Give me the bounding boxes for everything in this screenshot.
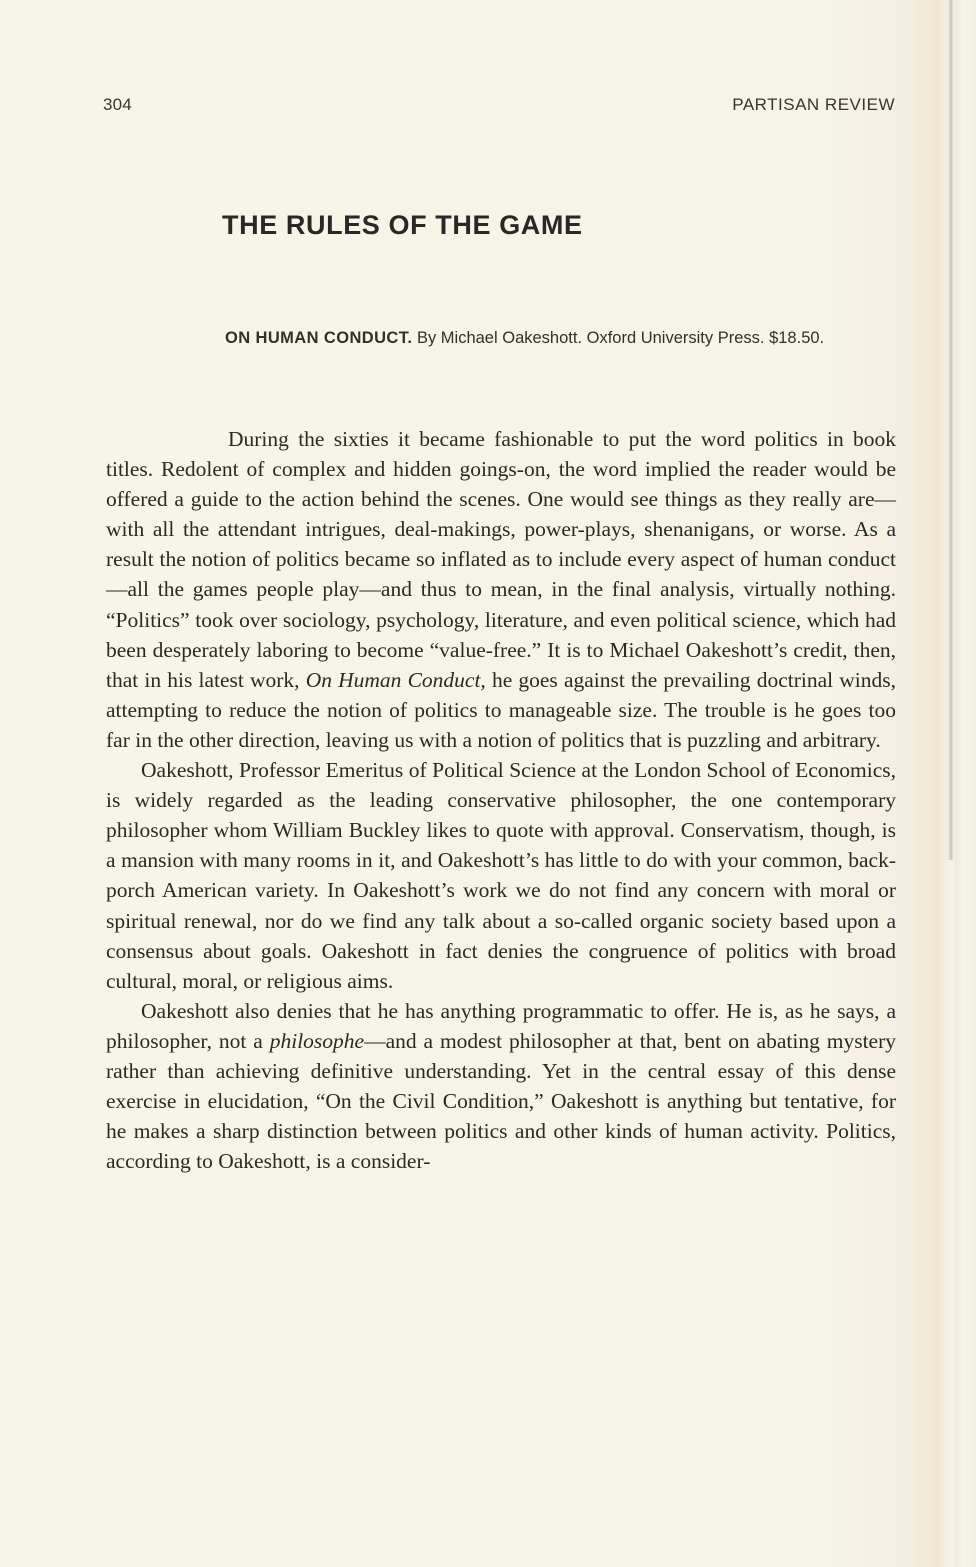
book-publication-details: By Michael Oakeshott. Oxford University Press. $18.50. (412, 329, 825, 347)
journal-title: PARTISAN REVIEW (732, 95, 895, 114)
article-body (106, 424, 896, 1176)
reviewed-book-title: ON HUMAN CONDUCT. (225, 329, 413, 347)
paragraph-text: he goes against the prevailing doctrinal winds, attempting to reduce the notion of politics to manageable size. The trouble is he goes too far in the other direction, leaving us with a notion of politics that is puzzling and arbitrary. (106, 667, 896, 752)
page-edge (955, 0, 976, 1567)
paragraph-text: During the sixties it became fashionable to put the word politics in book titles. Redolent of complex and hidden goings-on, the word implied the reader would be offered a guide to the action behind the scenes. One would see things as they really are—with all the attendant intrigues, deal-makings, power-plays, shenanigans, or worse. As a result the notion of politics became so inflated as to include every aspect of human conduct—all the games people play—and thus to mean, in the final analysis, virtually nothing. “Politics” took over sociology, psychology, literature, and even political science, which had been desperately laboring to become “value-free.” It is to Michael Oakeshott’s credit, then, that in his latest work, (106, 427, 896, 692)
book-citation (225, 327, 895, 349)
article-title: THE RULES OF THE GAME (222, 210, 583, 240)
italic-book-title: On Human Conduct, (305, 667, 486, 692)
page-number: 304 (103, 95, 132, 114)
paragraph-text: Oakeshott also denies that he has anything programmatic to offer. He is, as he says, a philosopher, not a (106, 998, 896, 1053)
paragraph-text: —and a modest philosopher at that, bent on abating mystery rather than achieving definitive understanding. Yet in the central essay of this dense exercise in elucidation, “On the Civil Condition,” Oakeshott is anything but tentative, for he makes a sharp distinction between politics and other kinds of human activity. Politics, according to Oakeshott, is a consider- (106, 1028, 896, 1174)
paragraph-1 (106, 424, 896, 755)
paragraph-2 (106, 755, 896, 996)
italic-term: philosophe (269, 1028, 365, 1053)
paragraph-3 (106, 996, 896, 1177)
page-curl-shadow (948, 0, 954, 860)
running-head (103, 95, 895, 117)
paragraph-text: Oakeshott, Professor Emeritus of Political Science at the London School of Economics, is widely regarded as the leading conservative philosopher, the one contemporary philosopher whom William Buckley likes to quote with approval. Conservatism, though, is a mansion with many rooms in it, and Oakeshott’s has little to do with your common, back-porch American variety. In Oakeshott’s work we do not find any concern with moral or spiritual renewal, nor do we find any talk about a so-called organic society based upon a consensus about goals. Oakeshott in fact denies the congruence of politics with broad cultural, moral, or religious aims. (106, 758, 896, 993)
